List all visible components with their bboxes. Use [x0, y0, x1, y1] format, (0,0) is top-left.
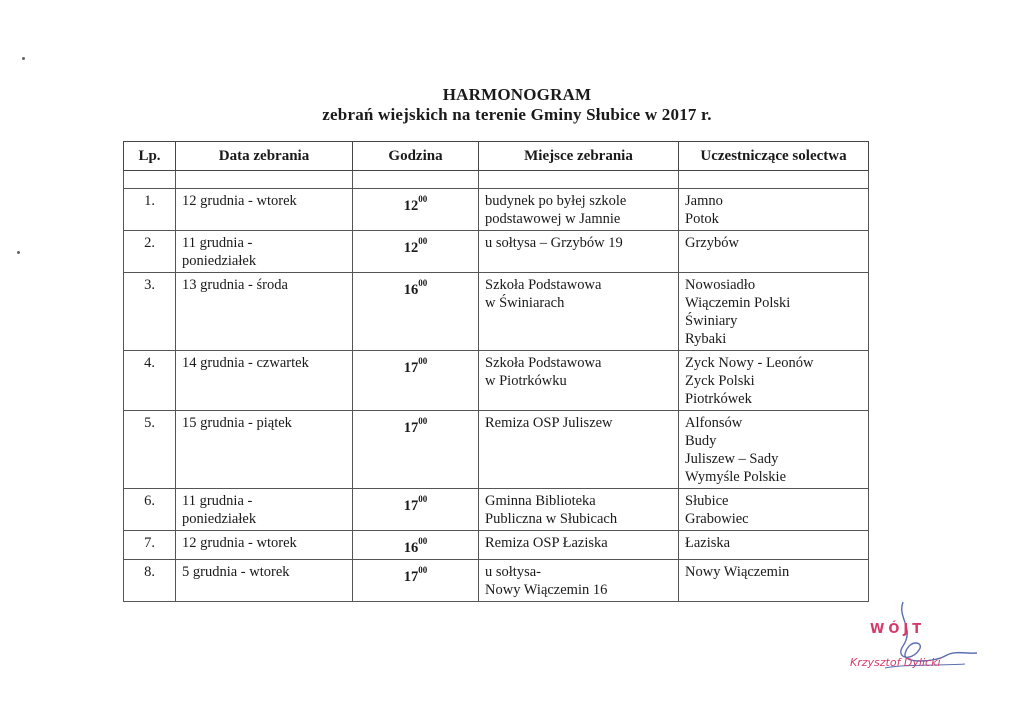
scan-speck	[22, 57, 25, 60]
scan-speck	[17, 251, 20, 254]
participating-villages	[679, 411, 869, 489]
meeting-date	[176, 489, 353, 531]
meeting-date-line: 11 grudnia -	[182, 493, 253, 509]
table-row	[124, 531, 869, 560]
village-name: Juliszew – Sady	[685, 451, 779, 467]
row-number: 1.	[124, 189, 176, 231]
meeting-time	[353, 351, 479, 411]
village-name: Jamno	[685, 193, 723, 209]
meeting-minutes: 00	[418, 564, 428, 575]
participating-villages	[679, 489, 869, 531]
meeting-place-line: Szkoła Podstawowa	[485, 277, 602, 293]
meeting-time	[353, 231, 479, 273]
row-number: 7.	[124, 531, 176, 560]
meeting-date-line: 13 grudnia - środa	[182, 277, 288, 293]
meeting-date-line: poniedziałek	[182, 253, 257, 269]
row-number: 5.	[124, 411, 176, 489]
table-row	[124, 231, 869, 273]
meeting-place-line: u sołtysa-	[485, 563, 541, 580]
village-name: Zyck Nowy - Leonów	[685, 355, 814, 371]
meeting-place	[479, 489, 679, 531]
meeting-date-line: 5 grudnia - wtorek	[182, 563, 290, 580]
table-row	[124, 559, 869, 601]
row-number: 8.	[124, 559, 176, 601]
meeting-place-line: podstawowej w Jamnie	[485, 211, 621, 227]
meeting-date-line: 12 grudnia - wtorek	[182, 535, 297, 551]
meeting-date-line: poniedziałek	[182, 511, 257, 527]
table-row	[124, 273, 869, 351]
meeting-date-line: 12 grudnia - wtorek	[182, 193, 297, 209]
meeting-hour: 17	[403, 359, 419, 376]
row-number: 3.	[124, 273, 176, 351]
row-number: 2.	[124, 231, 176, 273]
meeting-minutes: 00	[418, 494, 428, 504]
village-name: Piotrkówek	[685, 391, 752, 407]
meeting-date	[176, 351, 353, 411]
document-title: HARMONOGRAM	[442, 85, 592, 104]
meeting-date	[176, 231, 353, 273]
meeting-hour: 17	[403, 419, 419, 436]
participating-villages	[679, 351, 869, 411]
table-header-row	[124, 142, 869, 171]
column-header-hour: Godzina	[353, 142, 479, 171]
village-name: Grabowiec	[685, 511, 749, 527]
meeting-hour: 16	[403, 281, 419, 298]
meeting-date	[176, 411, 353, 489]
participating-villages	[679, 559, 869, 601]
village-name: Świniary	[685, 313, 738, 329]
column-header-lp: Lp.	[124, 142, 176, 171]
participating-villages	[679, 189, 869, 231]
meeting-place	[479, 531, 679, 560]
village-name: Budy	[685, 433, 717, 449]
stamp-name: Krzysztof Dylicki	[850, 656, 941, 669]
table-row	[124, 189, 869, 231]
meeting-hour: 12	[403, 239, 419, 256]
village-name: Nowosiadło	[685, 277, 756, 293]
meeting-date	[176, 189, 353, 231]
stamp-title: WÓJT	[870, 622, 926, 637]
document-subtitle: zebrań wiejskich na terenie Gminy Słubice w 2017 r.	[322, 105, 712, 124]
village-name: Grzybów	[685, 235, 739, 251]
column-header-place: Miejsce zebrania	[479, 142, 679, 171]
meeting-hour: 16	[403, 539, 419, 556]
row-number: 4.	[124, 351, 176, 411]
meeting-minutes: 00	[418, 194, 428, 204]
meeting-date-line: 15 grudnia - piątek	[182, 415, 292, 431]
spacer-row	[124, 171, 869, 189]
meeting-time	[353, 531, 479, 560]
schedule-table	[123, 141, 869, 602]
meeting-date	[176, 531, 353, 560]
meeting-minutes: 00	[418, 278, 428, 288]
meeting-minutes: 00	[418, 356, 428, 366]
meeting-place	[479, 411, 679, 489]
table-row	[124, 411, 869, 489]
meeting-place-line: Szkoła Podstawowa	[485, 355, 602, 371]
meeting-minutes: 00	[418, 416, 428, 426]
village-name: Alfonsów	[685, 415, 743, 431]
meeting-time	[353, 189, 479, 231]
meeting-place-line: Gminna Biblioteka	[485, 493, 596, 509]
village-name: Potok	[685, 211, 719, 227]
row-number: 6.	[124, 489, 176, 531]
meeting-place-line: budynek po byłej szkole	[485, 193, 627, 209]
meeting-place-line: Remiza OSP Juliszew	[485, 415, 613, 431]
village-name: Zyck Polski	[685, 373, 755, 389]
meeting-place-line: w Świniarach	[485, 295, 565, 311]
meeting-date	[176, 559, 353, 601]
column-header-villages: Uczestniczące solectwa	[679, 142, 869, 171]
village-name: Wymyśle Polskie	[685, 469, 787, 485]
village-name: Łaziska	[685, 535, 731, 551]
meeting-hour: 12	[403, 197, 419, 214]
meeting-time	[353, 489, 479, 531]
meeting-time	[353, 559, 479, 601]
table-row	[124, 351, 869, 411]
village-name: Słubice	[685, 493, 729, 509]
village-name: Wiączemin Polski	[685, 295, 791, 311]
meeting-minutes: 00	[418, 236, 428, 246]
village-name: Nowy Wiączemin	[685, 563, 790, 580]
meeting-date	[176, 273, 353, 351]
meeting-place-line: w Piotrkówku	[485, 373, 567, 389]
meeting-minutes: 00	[418, 536, 428, 546]
participating-villages	[679, 531, 869, 560]
meeting-hour: 17	[403, 497, 419, 514]
meeting-place-line: Publiczna w Słubicach	[485, 511, 618, 527]
meeting-place	[479, 351, 679, 411]
participating-villages	[679, 231, 869, 273]
column-header-date: Data zebrania	[176, 142, 353, 171]
meeting-date-line: 11 grudnia -	[182, 235, 253, 251]
meeting-place-line: u sołtysa – Grzybów 19	[485, 235, 623, 251]
village-name: Rybaki	[685, 331, 727, 347]
meeting-place	[479, 559, 679, 601]
meeting-place	[479, 273, 679, 351]
meeting-time	[353, 411, 479, 489]
meeting-date-line: 14 grudnia - czwartek	[182, 355, 309, 371]
meeting-place	[479, 231, 679, 273]
table-row	[124, 489, 869, 531]
meeting-place-line: Remiza OSP Łaziska	[485, 535, 608, 551]
meeting-time	[353, 273, 479, 351]
meeting-hour: 17	[403, 568, 419, 585]
meeting-place	[479, 189, 679, 231]
meeting-place-line: Nowy Wiączemin 16	[485, 581, 608, 598]
participating-villages	[679, 273, 869, 351]
